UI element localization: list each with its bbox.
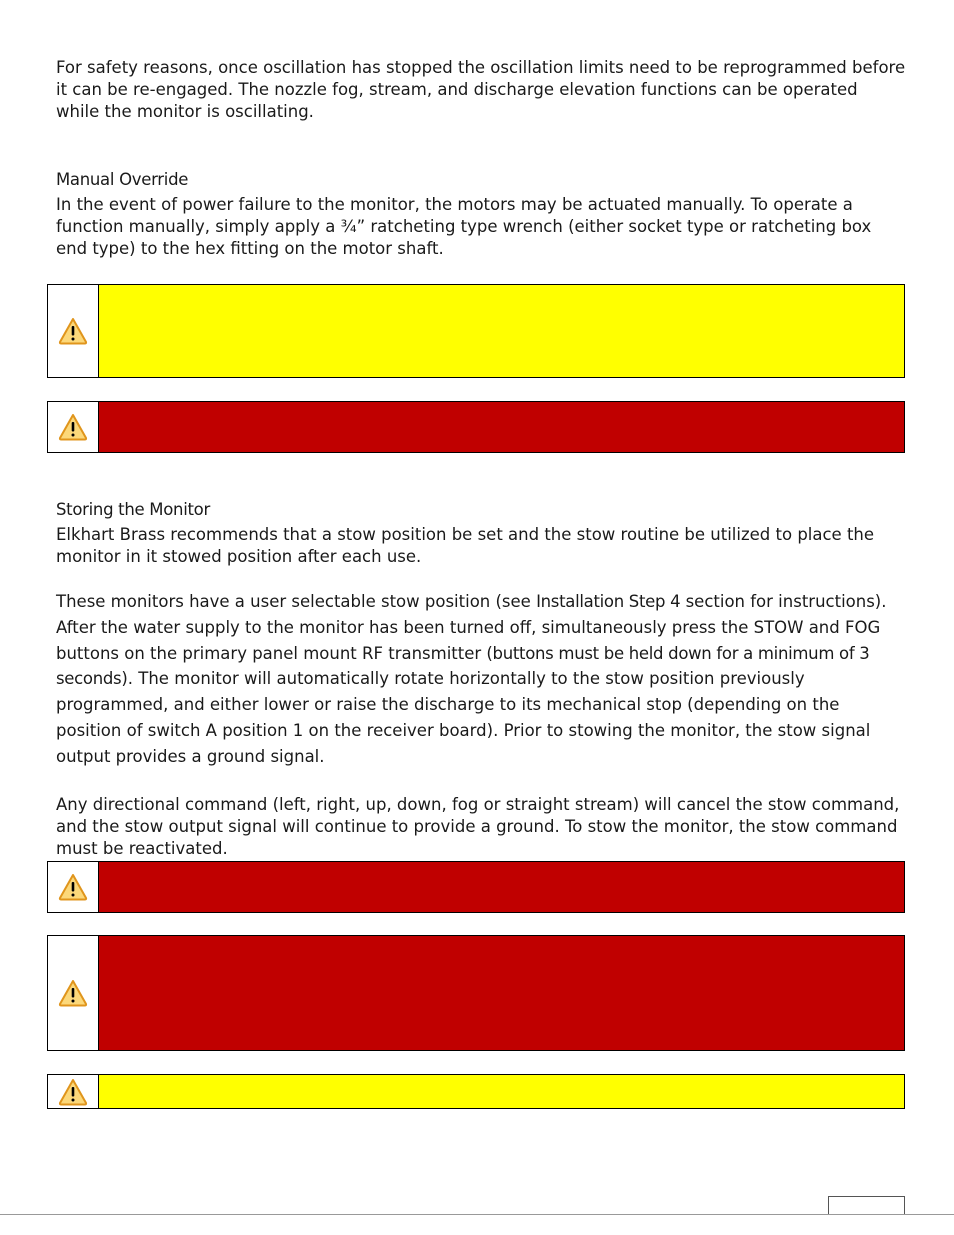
footer-divider — [0, 1214, 954, 1215]
storing-intro-paragraph: Elkhart Brass recommends that a stow position be set and the stow routine be utilized to place the monitor in it stowed position after each use. — [56, 525, 875, 566]
stow-text-pre: These monitors have a user selectable stow position (see — [56, 592, 537, 611]
caution-callout-1 — [47, 284, 905, 378]
callout-icon-cell — [48, 862, 99, 912]
page-number-tab — [828, 1196, 905, 1214]
stow-text-mid: section for instructions). After the water supply to the monitor has been turned off, simultaneously press the STOW and FOG buttons on the primary panel mount RF transmitter — [56, 592, 887, 663]
warning-callout-3 — [47, 935, 905, 1051]
caution-callout-body — [99, 285, 904, 377]
manual-override-paragraph: In the event of power failure to the monitor, the motors may be actuated manually. To operate a function manually, simply apply a ¾” ratcheting type wrench (either socket type or ratcheting box end type) to the hex fitting on the motor shaft. — [56, 195, 872, 258]
callout-icon-cell — [48, 402, 99, 452]
caution-callout-2 — [47, 1074, 905, 1109]
warning-callout-2 — [47, 861, 905, 913]
callout-icon-cell — [48, 1075, 99, 1108]
warning-callout-body — [99, 402, 904, 452]
warning-triangle-icon — [58, 317, 88, 345]
callout-icon-cell — [48, 285, 99, 377]
directional-command-paragraph: Any directional command (left, right, up, down, fog or straight stream) will cancel the stow command, and the stow output signal will continue to provide a ground. To stow the monitor, the stow command must be reactivated. — [56, 795, 900, 858]
installation-step-reference: Installation Step 4 — [536, 592, 681, 611]
warning-callout-1 — [47, 401, 905, 453]
storing-heading: Storing the Monitor — [56, 500, 210, 519]
warning-triangle-icon — [58, 873, 88, 901]
callout-icon-cell — [48, 936, 99, 1050]
stow-hold-instruction: (buttons must be held down for a minimum of 3 seconds — [56, 643, 870, 689]
warning-triangle-icon — [58, 413, 88, 441]
stow-procedure-paragraph — [56, 589, 906, 770]
warning-callout-body — [99, 862, 904, 912]
manual-override-heading: Manual Override — [56, 170, 189, 189]
warning-triangle-icon — [58, 1078, 88, 1106]
warning-callout-body — [99, 936, 904, 1050]
stow-text-post: ). The monitor will automatically rotate horizontally to the stow position previously programmed, and either lower or raise the discharge to its mechanical stop (depending on the position of switch A position 1 on the receiver board). Prior to stowing the monitor, the stow signal output provides a ground signal. — [56, 669, 871, 766]
warning-triangle-icon — [58, 979, 88, 1007]
oscillation-paragraph: For safety reasons, once oscillation has stopped the oscillation limits need to be reprogrammed before it can be re-engaged. The nozzle fog, stream, and discharge elevation functions can be operated while the monitor is oscillating. — [56, 58, 906, 121]
caution-callout-body — [99, 1075, 904, 1108]
